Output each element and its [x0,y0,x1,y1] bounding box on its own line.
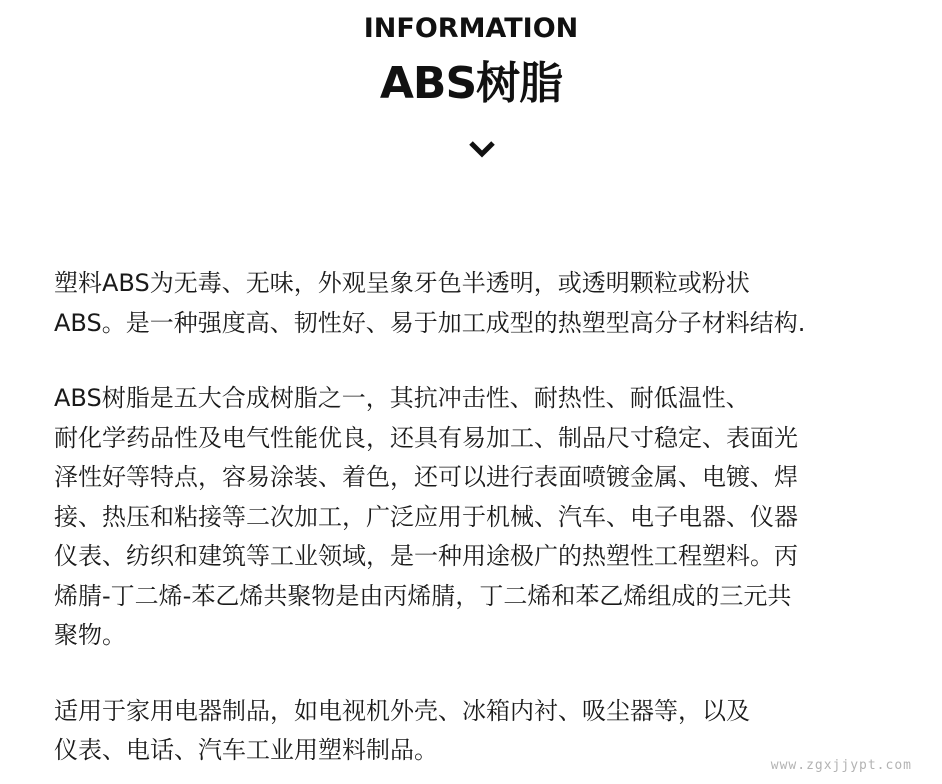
paragraph-line: 塑料ABS为无毒、无味，外观呈象牙色半透明，或透明颗粒或粉状 [54,269,750,297]
section-eyebrow: INFORMATION [363,13,579,44]
paragraph-line: 适用于家用电器制品，如电视机外壳、冰箱内衬、吸尘器等，以及 [54,696,750,725]
paragraph-line: 泽性好等特点，容易涂装、着色，还可以进行表面喷镀金属、电镀、焊 [54,463,798,491]
article-body [54,264,914,771]
paragraph-line: 仪表、纺织和建筑等工业领域，是一种用途极广的热塑性工程塑料。丙 [54,542,798,570]
site-watermark: www.zgxjjypt.com [770,758,912,773]
paragraph-line: 耐化学药品性及电气性能优良，还具有易加工、制品尺寸稳定、表面光 [54,423,798,452]
section-header [0,12,942,110]
paragraph-properties [54,379,914,656]
paragraph-intro [54,264,914,343]
paragraph-line: 仪表、电话、汽车工业用塑料制品。 [54,736,438,764]
paragraph-line: 烯腈-丁二烯-苯乙烯共聚物是由丙烯腈，丁二烯和苯乙烯组成的三元共 [54,581,792,610]
chevron-down-icon [468,138,496,160]
paragraph-line: 聚物。 [54,621,126,649]
paragraph-line: ABS树脂是五大合成树脂之一，其抗冲击性、耐热性、耐低温性、 [54,384,750,412]
paragraph-line: ABS。是一种强度高、韧性好、易于加工成型的热塑型高分子材料结构. [54,308,806,337]
paragraph-line: 接、热压和粘接等二次加工，广泛应用于机械、汽车、电子电器、仪器 [54,502,798,531]
page-title: ABS树脂 [379,58,563,109]
